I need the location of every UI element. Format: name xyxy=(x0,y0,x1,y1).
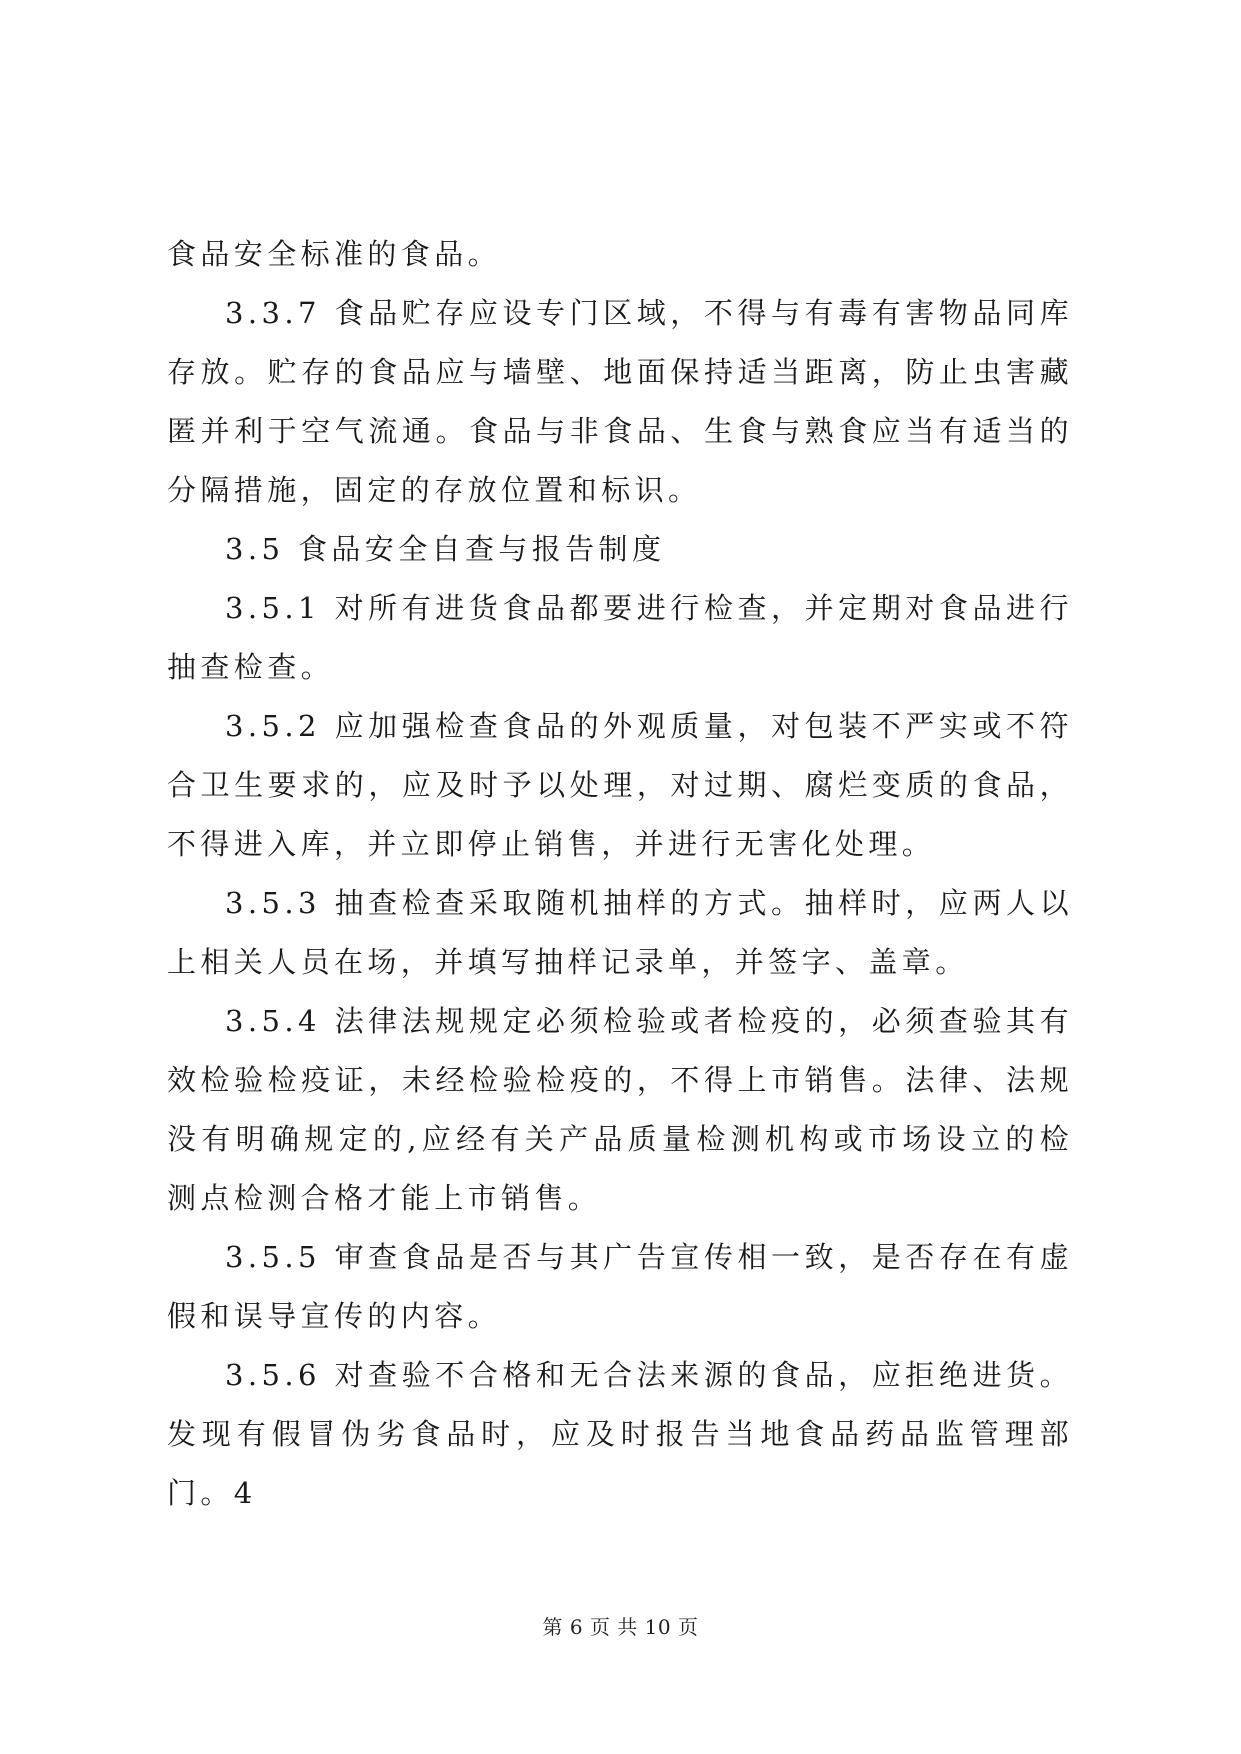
paragraph-3-5-6: 3.5.6 对查验不合格和无合法来源的食品，应拒绝进货。发现有假冒伪劣食品时，应及时报告当地食品药品监管理部门。4 xyxy=(167,1358,1073,1510)
paragraph-3-5-5: 3.5.5 审查食品是否与其广告宣传相一致，是否存在有虚假和误导宣传的内容。 xyxy=(167,1240,1073,1333)
paragraph-3-5-1: 3.5.1 对所有进货食品都要进行检查，并定期对食品进行抽查检查。 xyxy=(167,591,1073,684)
paragraph-3-5-3: 3.5.3 抽查检查采取随机抽样的方式。抽样时，应两人以上相关人员在场，并填写抽样记录单，并签字、盖章。 xyxy=(167,886,1073,979)
paragraph-continuation: 食品安全标准的食品。 xyxy=(167,237,502,271)
paragraph-3-5-2: 3.5.2 应加强检查食品的外观质量，对包装不严实或不符合卫生要求的，应及时予以处理，对过期、腐烂变质的食品，不得进入库，并立即停止销售，并进行无害化处理。 xyxy=(167,709,1073,861)
document-body xyxy=(167,225,1073,1523)
page-number-footer: 第 6 页 共 10 页 xyxy=(542,1615,699,1639)
paragraph-3-5-4: 3.5.4 法律法规规定必须检验或者检疫的，必须查验其有效检验检疫证，未经检验检疫的，不得上市销售。法律、法规没有明确规定的,应经有关产品质量检测机构或市场设立的检测点检测合格才能上市销售。 xyxy=(167,1004,1073,1215)
paragraph-3-3-7: 3.3.7 食品贮存应设专门区域，不得与有毒有害物品同库存放。贮存的食品应与墙壁、地面保持适当距离，防止虫害藏匿并利于空气流通。食品与非食品、生食与熟食应当有适当的分隔措施，固定的存放位置和标识。 xyxy=(167,296,1073,507)
section-heading-3-5: 3.5 食品安全自查与报告制度 xyxy=(225,532,666,566)
